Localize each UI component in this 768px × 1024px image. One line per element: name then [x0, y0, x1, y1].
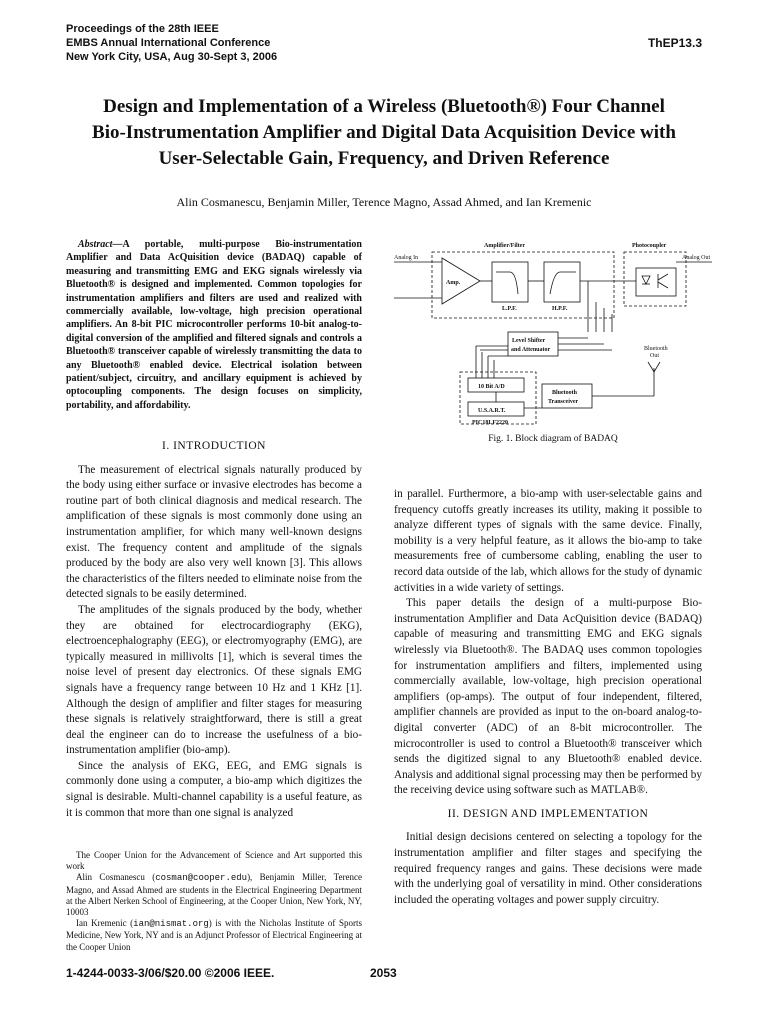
intro-paragraph-4: in parallel. Furthermore, a bio-amp with user-selectable gains and frequency cutoffs greatly increases its utility, making it possible to analyze different types of signals with the same device. Finally, mobility is a very helpful feature, as it allows the bio-amp to take measurements free of cumbersome cabling, enabling the user to record data outside of the lab, which allows for the study of dynamic activities in a wide variety of settings. [394, 488, 702, 594]
intro-paragraph-2: The amplitudes of the signals produced by the body, whether they are obtained for electrocardiography (EKG), electroencephalography (EEG), or electromyography (EMG), are typically measured in millivolts [1], which is several times the noise level of present day electronics. Of these signals EMG signals have a frequency range between 10 Hz and 1 KHz [1]. Although the design of amplifier and filter stages for measuring these signals is relatively straightforward, there is still a great deal the engineer can do to increase the usefulness of a bio-instrumentation amplifier (bio-amp). [66, 603, 362, 757]
author-list: Alin Cosmanescu, Benjamin Miller, Terence Magno, Assad Ahmed, and Ian Kremenic [176, 195, 592, 209]
footnote-3-prefix: Ian Kremenic ( [76, 918, 134, 929]
label-analog-in: Analog In [394, 255, 419, 261]
intro-paragraph-5: This paper details the design of a multi-purpose Bio-instrumentation Amplifier and Data AcQuisition device (BADAQ) capable of measuring and transmitting EMG and EKG signals wirelessly via Bluetooth®. The BADAQ uses common topologies for instrumentation amplifiers and filters, implemented using commercially available, low-voltage, high precision operational amplifiers (op-amps). The output of four independent, filtered, amplifier channels are provided as input to the on-board analog-to-digital converter (ADC) of an 8-bit microcontroller. The microcontroller is used to control a Bluetooth® transceiver which sends the digitized signal to any Bluetooth® enabled device. Analysis and additional signal processing may then be performed by the receiving device using software such as MATLAB®. [394, 597, 702, 797]
abstract-text: A portable, multi-purpose Bio-instrumentation Amplifier and Data AcQuisition device (BADAQ) capable of measuring and transmitting EMG and EKG signals wirelessly via Bluetooth® is designed and implemented. Common topologies for instrumentation amplifiers and filters are used and realized with commercially available, low-voltage, high precision operational amplifiers. An 8-bit PIC microcontroller performs 10-bit analog-to-digital conversion of the amplified and filtered signals and controls a Bluetooth® transceiver capable of wirelessly transmitting the data to any Bluetooth® enabled device. Electrical isolation between patient/subject, circuitry, and ancillary equipment is achieved by optocoupling components. The design focuses on simplicity, portability, and affordability. [66, 239, 362, 411]
footnote-3 [66, 918, 362, 953]
label-amp-filter: Amplifier/Filter [484, 243, 525, 249]
abstract-label: Abstract— [78, 239, 123, 250]
footnote-2-prefix: Alin Cosmanescu ( [76, 872, 156, 883]
label-bt-out-1: Bluetooth [644, 346, 668, 352]
email-kremenic[interactable]: ian@nismat.org [133, 919, 209, 930]
block-diagram [392, 238, 714, 426]
section-heading-design: II. DESIGN AND IMPLEMENTATION [447, 807, 649, 820]
title-line-3: User-Selectable Gain, Frequency, and Driven Reference [158, 148, 610, 169]
email-cosmanescu[interactable]: cosman@cooper.edu [155, 873, 248, 884]
intro-paragraph-3: Since the analysis of EKG, EEG, and EMG signals is commonly done using a computer, a bio-amp which digitizes the signal is desirable. Multi-channel capability is a useful feature, as it is common that more than one signal is analyzed [66, 759, 362, 819]
header-line-1: Proceedings of the 28th IEEE [66, 23, 219, 35]
label-level-2: and Attenuator [511, 347, 551, 353]
label-usart: U.S.A.R.T. [478, 408, 506, 414]
header-line-3: New York City, USA, Aug 30-Sept 3, 2006 [66, 51, 278, 63]
label-lpf: L.P.F. [502, 306, 517, 312]
title-line-1: Design and Implementation of a Wireless (Bluetooth®) Four Channel [103, 96, 665, 117]
intro-paragraph-1: The measurement of electrical signals naturally produced by the body using either surface or invasive electrodes has become a routine part of both clinical diagnosis and medical research. The amplification of these signals is most commonly done using an instrumentation amplifier, for which many well-known designs exist. The frequency content and amplitude of the signals produced by the body are also very well known [3]. This allows the characteristics of the filters needed to eliminate noise from the detected signals to be easily determined. [66, 463, 362, 601]
header-line-2: EMBS Annual International Conference [66, 37, 271, 49]
label-pic: PIC18LF2220 [472, 420, 508, 426]
footnote-1: The Cooper Union for the Advancement of Science and Art supported this work [66, 850, 362, 872]
label-amp: Amp. [446, 280, 461, 286]
page-number: 2053 [370, 966, 397, 980]
abstract [66, 238, 362, 412]
label-adc: 10 Bit A/D [478, 384, 505, 390]
title-line-2: Bio-Instrumentation Amplifier and Digital Data Acquisition Device with [92, 122, 676, 143]
figure-caption: Fig. 1. Block diagram of BADAQ [488, 434, 618, 444]
section-heading-introduction: I. INTRODUCTION [162, 440, 266, 452]
paper-id: ThEP13.3 [647, 36, 702, 50]
photocoupler-box [636, 268, 676, 296]
photocoupler-group [624, 252, 686, 306]
label-hpf: H.P.F. [552, 306, 568, 312]
label-bt-tx-1: Bluetooth [552, 390, 578, 396]
design-paragraph-1: Initial design decisions centered on selecting a topology for the instrumentation amplifier and filter stages and specifying the required frequency ranges and gains. These decisions were made with the underlying goal of versatility in mind. Other considerations included the operating voltages and power supply circuitry. [394, 831, 702, 906]
lpf-box [492, 262, 528, 302]
paper-title [40, 94, 728, 172]
copyright-footer: 1-4244-0033-3/06/$20.00 ©2006 IEEE. [66, 966, 275, 980]
label-bt-out-2: Out [650, 353, 659, 359]
label-bt-tx-2: Transceiver [548, 399, 579, 405]
left-column [66, 439, 362, 821]
footnote-3-suffix: ) is with the Nicholas Institute of Sports Medicine, New York, NY and is an Adjunct Professor of Electrical Engineering at the Cooper Union [66, 918, 362, 952]
footnote-2 [66, 872, 362, 918]
conference-header [66, 22, 277, 64]
label-photocoupler: Photocoupler [632, 243, 667, 249]
footnote-2-suffix: ), Benjamin Miller, Terence Magno, and Assad Ahmed are students in the Electrical Engineering Department at the Albert Nerken School of Engineering, at the Cooper Union, New York, NY, 10003 [66, 872, 362, 918]
right-column [394, 487, 702, 908]
footnotes [66, 850, 362, 953]
label-analog-out: Analog Out [682, 255, 711, 261]
hpf-box [544, 262, 580, 302]
label-level-1: Level Shifter [512, 338, 546, 344]
